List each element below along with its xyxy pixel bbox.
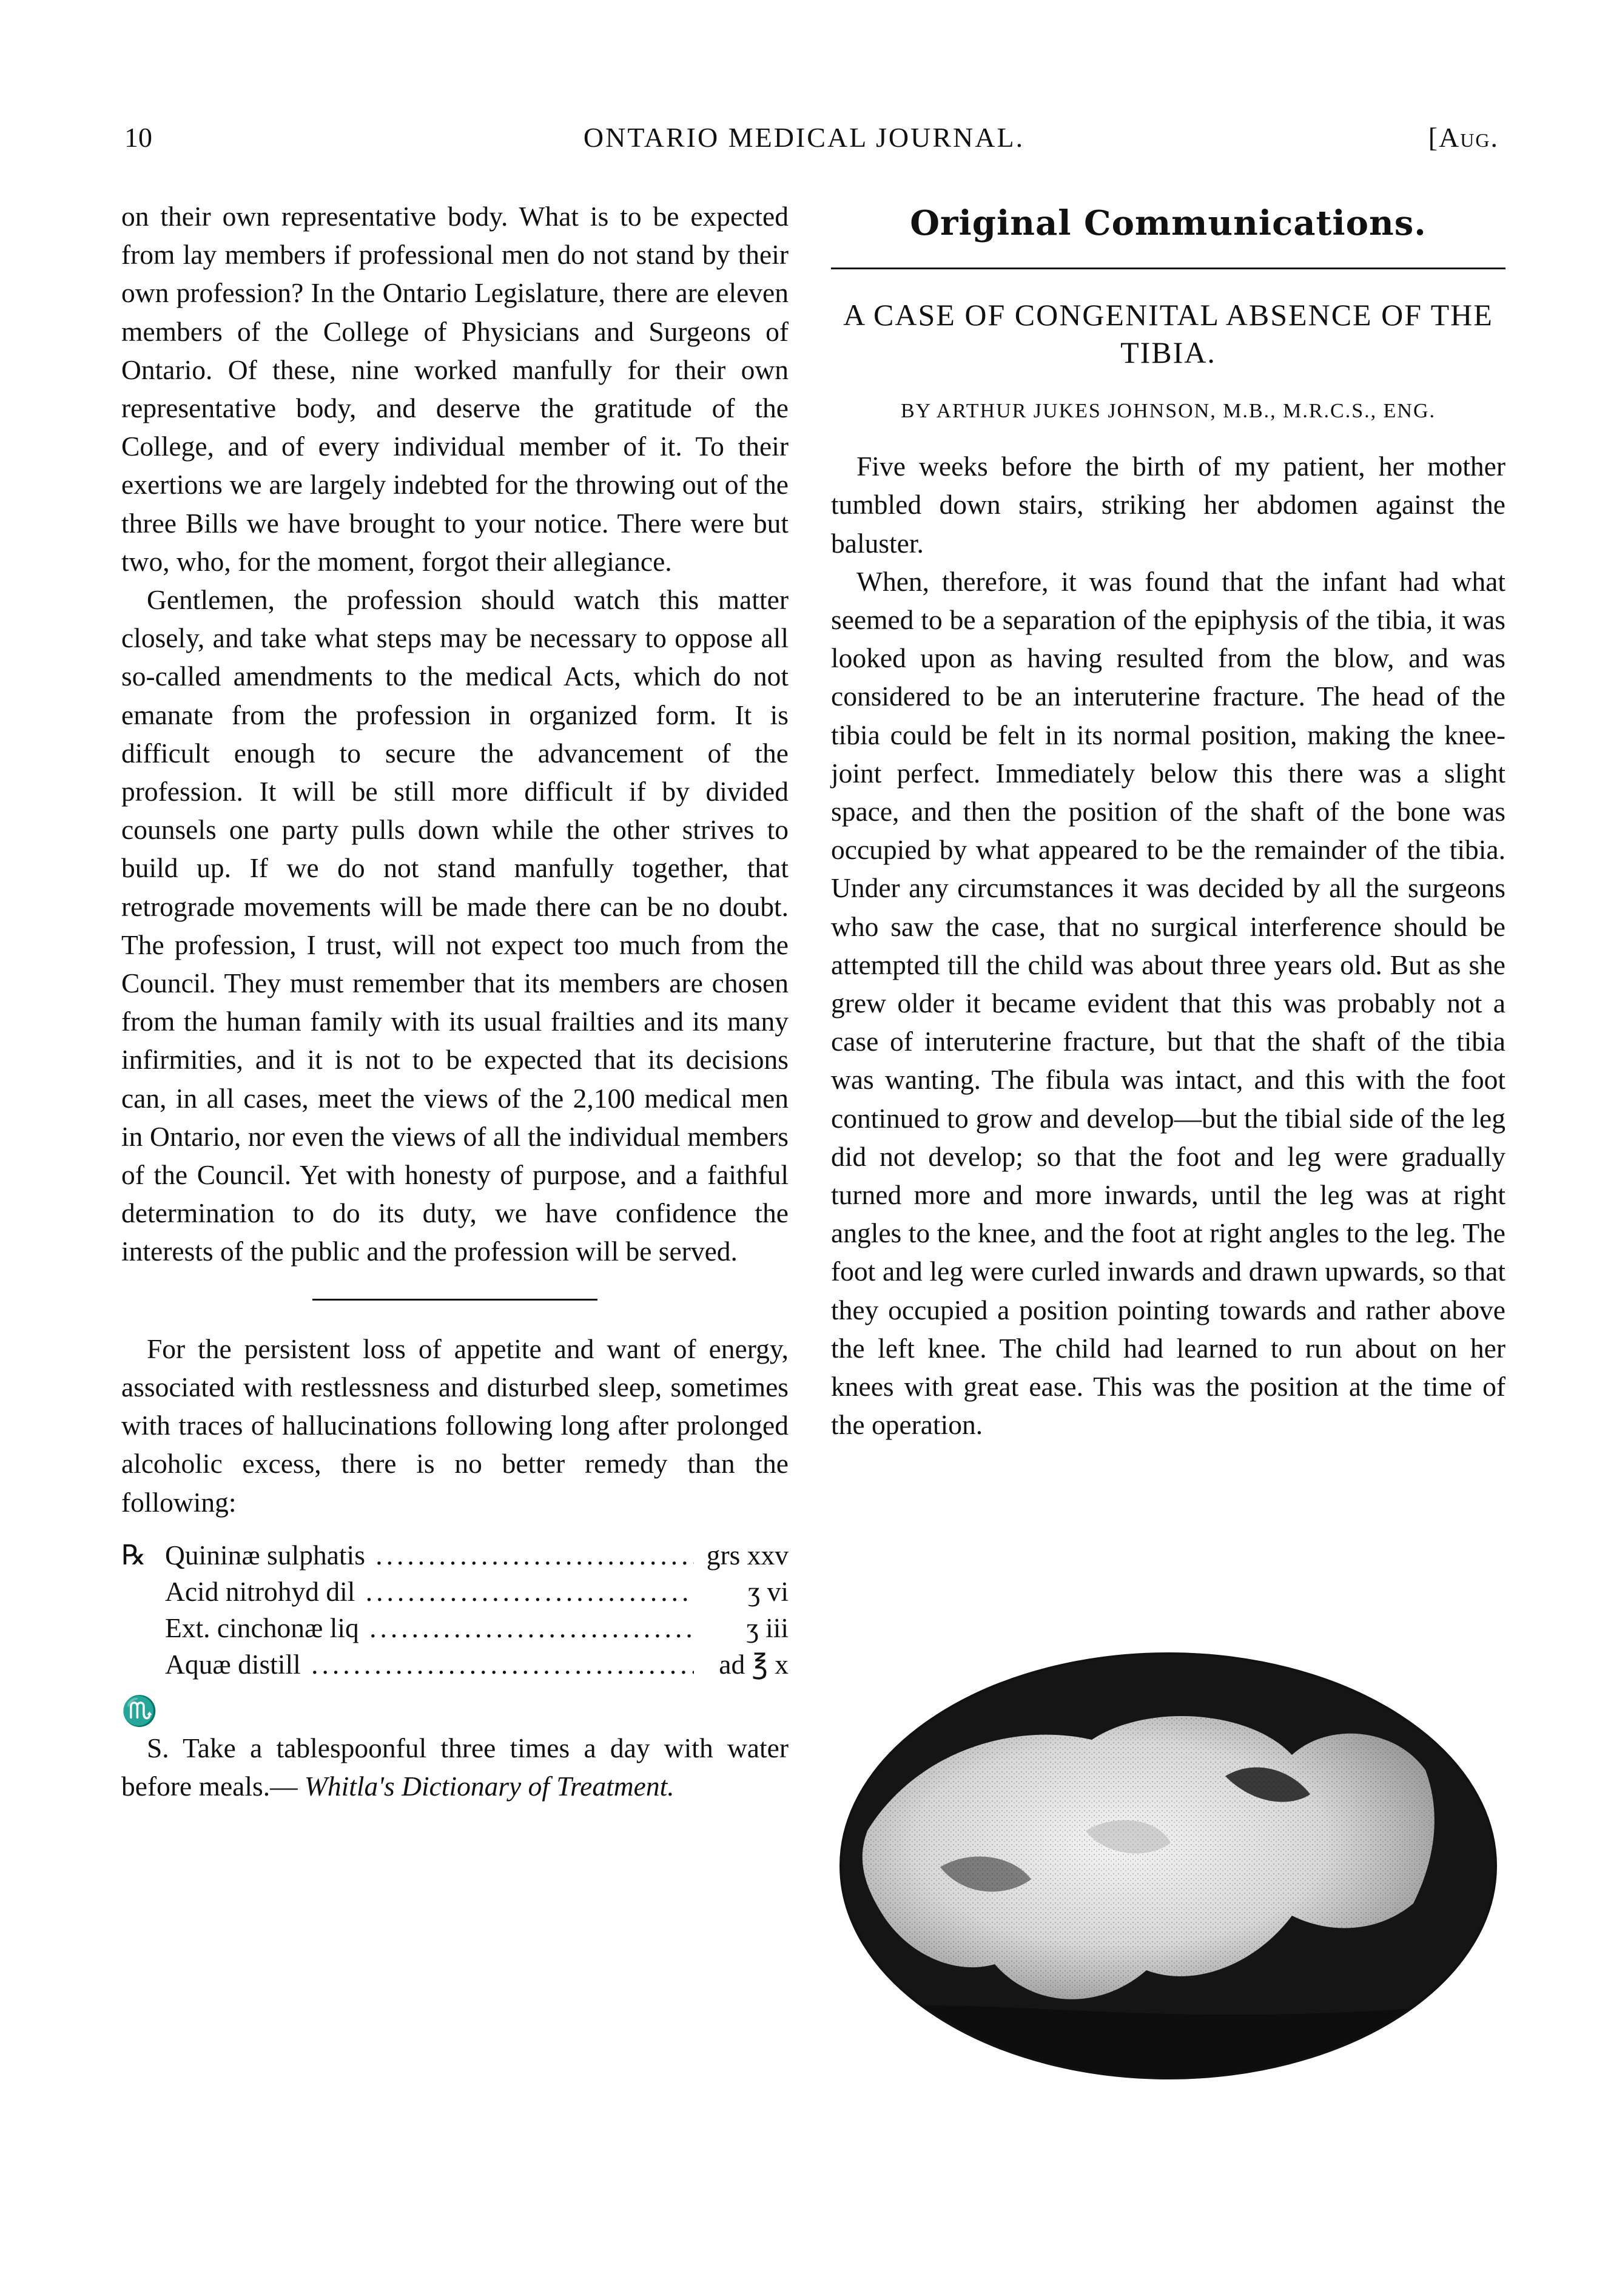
editorial-paragraph: Gentlemen, the profession should watch this matter closely, and take what steps may be necessary to oppose all so-called amendments to the medical Acts, which do not emanate from the profession in organized form. It is difficult enough to secure the advancement of the profession. It will be still more difficult if by divided counsels one party pulls down while the other strives to build up. If we do not stand manfully together, that retrograde movements will be made there can be no doubt. The profession, I trust, will not expect too much from the Council. They must remember that its members are chosen from the human family with its usual frailties and its many infirmities, and it is not to be expected that its decisions can, in all cases, meet the views of the 2,100 medical men in Ontario, nor even the views of all the individual members of the Council. Yet with honesty of purpose, and a faithful determination to do its duty, we have confidence the interests of the public and the profession will be served. — [121, 584, 789, 1267]
ingredient-name: Ext. cinchonæ liq ..... — [165, 1610, 694, 1646]
editorial-paragraph: on their own representative body. What is to be expected from lay members if professional men do not stand by their own profession? In the Ontario Legislature, there are eleven members of the College of Physicians and Surgeons of Ontario. Of these, nine worked manfully for their own representative body, and deserve the gratitude of the College, and of every individual member of it. To their exertions we are largely indebted for the throwing out of the three Bills we have brought to your notice. There were but two, who, for the moment, forgot their allegiance. — [121, 201, 789, 577]
article-paragraph: Five weeks before the birth of my patient, her mother tumbled down stairs, striking her abdomen against the baluster. — [831, 451, 1505, 559]
prescription-row — [121, 1610, 789, 1646]
prescription-block — [121, 1537, 789, 1683]
section-rule — [831, 268, 1505, 269]
photograph-svg — [831, 1649, 1505, 2083]
section-heading: Original Communications. — [910, 203, 1427, 243]
article-byline: BY ARTHUR JUKES JOHNSON, M.B., M.R.C.S., ENG. — [900, 400, 1436, 422]
prescription-row — [121, 1537, 789, 1574]
running-head — [0, 121, 1608, 164]
recipe-symbol: ℞ — [121, 1539, 146, 1571]
ingredient-name: Acid nitrohyd dil ..... — [165, 1574, 694, 1610]
left-column — [121, 197, 789, 1805]
ingredient-name: Aquæ distill ..... — [165, 1646, 694, 1683]
prescription-row — [121, 1646, 789, 1683]
ingredient-quantity: ʒ vi — [748, 1575, 789, 1607]
ingredient-quantity: ʒ iii — [746, 1612, 789, 1643]
directions-paragraph — [121, 1729, 789, 1805]
ingredient-quantity: ad ℥ x — [719, 1648, 789, 1680]
misce-mark: ♏ — [121, 1695, 158, 1728]
clinical-photograph — [831, 1649, 1505, 2083]
article-title: A CASE OF CONGENITAL ABSENCE OF THE TIBIA. — [843, 298, 1493, 369]
ingredient-quantity: grs xxv — [706, 1539, 789, 1571]
prescription-row — [121, 1574, 789, 1610]
directions-text: S. Take a tablespoonful three times a day with water before meals.— — [121, 1732, 789, 1802]
section-divider — [312, 1299, 597, 1301]
issue-month: [Aug. — [1428, 122, 1499, 153]
source-citation: Whitla's Dictionary of Treatment. — [304, 1770, 674, 1802]
page-number: 10 — [124, 122, 152, 153]
ingredient-name: Quininæ sulphatis ..... — [165, 1537, 694, 1574]
right-column — [831, 197, 1505, 1444]
remedy-intro-paragraph: For the persistent loss of appetite and want of energy, associated with restlessness and disturbed sleep, sometimes with traces of hallucinations following long after prolonged alcoholic excess, there is no better remedy than the following: — [121, 1333, 789, 1518]
article-paragraph: When, therefore, it was found that the infant had what seemed to be a separation of the epiphysis of the tibia, it was looked upon as having resulted from the blow, and was considered to be an interuterine fracture. The head of the tibia could be felt in its normal position, making the knee-joint perfect. Immediately below this there was a slight space, and then the position of the shaft of the bone was occupied by what appeared to be the remainder of the tibia. Under any circumstances it was decided by all the surgeons who saw the case, that no surgical interference should be attempted till the child was about three years old. But as she grew older it became evident that this was probably not a case of interuterine fracture, but that the shaft of the tibia was wanting. The fibula was intact, and this with the foot continued to grow and develop—but the tibial side of the leg did not develop; so that the foot and leg were gradually turned more and more inwards, until the leg was at right angles to the knee, and the foot at right angles to the leg. The foot and leg were curled inwards and drawn upwards, so that they occupied a position pointing towards and rather above the left knee. The child had learned to run about on her knees with great ease. This was the position at the time of the operation. — [831, 565, 1505, 1441]
journal-title: ONTARIO MEDICAL JOURNAL. — [583, 122, 1025, 153]
